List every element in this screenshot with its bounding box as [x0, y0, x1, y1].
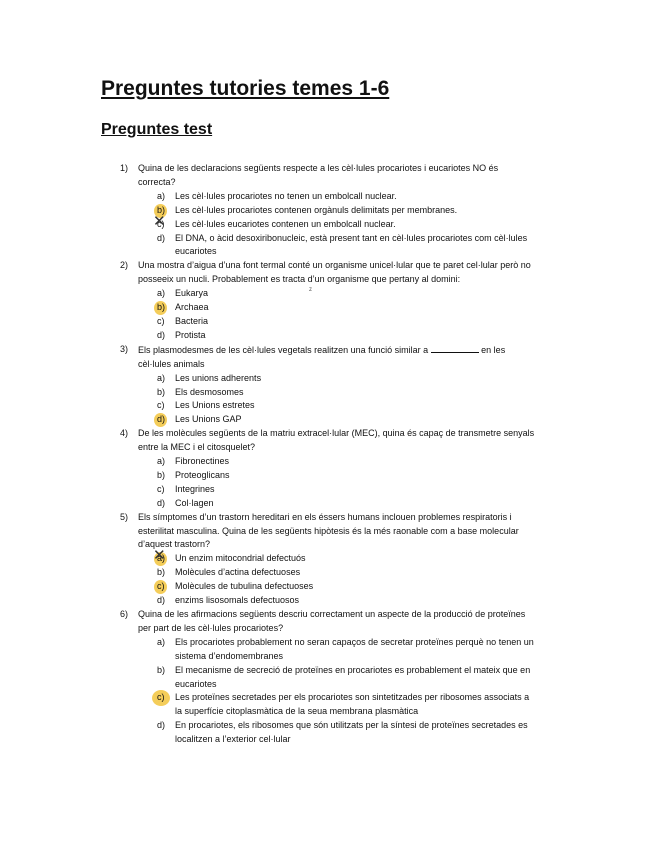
question-number: 1) — [120, 163, 129, 173]
question-1 — [0, 162, 655, 259]
answer-text: Les cèl·lules eucariotes contenen un embolcall nuclear. — [175, 218, 396, 229]
answer-text: Fibronectines — [175, 456, 230, 467]
answer-c — [0, 483, 535, 497]
question-number: 4) — [120, 428, 129, 439]
answer-letter: b) — [157, 301, 165, 315]
answer-letter: a) ✕ — [157, 552, 165, 566]
answer-letter: b) — [157, 567, 166, 578]
answer-letter: c) — [157, 580, 165, 594]
question-number: 3) — [120, 343, 129, 354]
answer-text: Eukarya — [175, 288, 209, 299]
answer-b — [0, 664, 535, 692]
answer-b-highlighted — [0, 301, 535, 315]
question-5 — [0, 511, 655, 608]
question-number: 2) — [120, 260, 129, 271]
answer-letter: b) — [157, 386, 166, 397]
question-number: 5) — [120, 511, 129, 522]
answer-a — [0, 636, 535, 664]
answer-letter: c) — [157, 315, 165, 326]
question-text-before: Els plasmodesmes de les cèl·lules vegetals realitzen una funció similar a — [138, 344, 429, 355]
answer-c-crossed-out — [0, 218, 535, 232]
answer-d — [0, 232, 535, 260]
answer-d — [0, 329, 535, 343]
answer-b — [0, 386, 535, 400]
answer-list — [138, 190, 535, 260]
answer-d — [0, 497, 535, 511]
answer-text: Molècules de tubulina defectuoses — [175, 581, 314, 592]
answer-letter: d) — [157, 329, 166, 340]
answer-list — [138, 287, 535, 343]
question-text: De les molècules següents de la matriu extracel·lular (MEC), quina és capaç de transmetre senyals entre la MEC i el citosquelet? — [138, 428, 535, 453]
answer-text: El DNA, o àcid desoxiribonucleic, està present tant en cèl·lules procariotes com cèl·lules eucariotes — [175, 232, 528, 257]
answer-text: Les cèl·lules procariotes no tenen un embolcall nuclear. — [175, 190, 397, 201]
answer-text: Les cèl·lules procariotes contenen orgànuls delimitats per membranes. — [175, 204, 458, 215]
answer-c — [0, 399, 535, 413]
answer-letter: a) — [157, 372, 166, 383]
answer-list — [138, 552, 535, 608]
answer-list — [138, 636, 535, 747]
answer-text: Les proteïnes secretades per els procariotes son sintetitzades per ribosomes associats a la superfície citoplasmàtica de la seua membrana plasmàtica — [175, 692, 530, 717]
answer-c — [0, 315, 535, 329]
answer-letter: b) — [157, 204, 165, 218]
answer-letter: a) — [157, 636, 166, 647]
question-4 — [0, 427, 655, 510]
answer-letter: d) — [157, 497, 166, 508]
answer-letter: a) — [157, 288, 166, 299]
answer-letter: d) — [157, 595, 166, 606]
question-2 — [0, 259, 655, 342]
question-text — [138, 343, 535, 372]
answer-d — [0, 719, 535, 747]
answer-b — [0, 469, 535, 483]
answer-c-highlighted — [0, 580, 535, 594]
answer-letter: c) ✕ — [157, 218, 165, 232]
answer-letter: d) — [157, 413, 165, 427]
answer-d — [0, 594, 535, 608]
answer-text: Protista — [175, 329, 206, 340]
answer-letter: d) — [157, 232, 166, 243]
answer-a — [0, 372, 535, 386]
answer-text: Les unions adherents — [175, 372, 262, 383]
answer-letter: c) — [157, 400, 165, 411]
answer-a-highlighted-crossed — [0, 552, 535, 566]
answer-letter: a) — [157, 190, 166, 201]
section-title: Preguntes test — [101, 121, 213, 138]
question-text: Una mostra d’aigua d’una font termal conté un organisme unicel·lular que te paret cel·lular però no posseeix un nucli. Probablement es tracta d’un organisme que pertany al domini: — [138, 260, 531, 285]
page-title: Preguntes tutories temes 1-6 — [101, 77, 390, 100]
question-text: Quina de les afirmacions següents descriu correctament un aspecte de la producció de proteïnes per part de les cèl·lules procariotes? — [138, 609, 526, 633]
answer-text: Archaea — [175, 302, 209, 313]
question-number: 6) — [120, 609, 129, 619]
answer-text: Les Unions GAP — [175, 414, 242, 425]
stray-mark: z — [309, 287, 312, 293]
question-3 — [0, 343, 655, 427]
answer-list — [138, 455, 535, 511]
answer-text: En procariotes, els ribosomes que són utilitzats per la síntesi de proteïnes secretades es localitzen a l’exterior cel·lular — [175, 720, 528, 745]
fill-in-blank — [431, 343, 479, 353]
answer-list — [138, 372, 535, 428]
answer-text: Col·lagen — [175, 497, 214, 508]
answer-text: Les Unions estretes — [175, 400, 255, 411]
answer-letter: b) — [157, 469, 166, 480]
answer-text: Proteoglicans — [175, 469, 230, 480]
answer-text: Bacteria — [175, 315, 209, 326]
answer-a — [0, 287, 535, 301]
question-text-after: en les cèl·lules animals — [138, 344, 506, 369]
answer-text: El mecanisme de secreció de proteïnes en procariotes es probablement el mateix que en eucariotes — [175, 664, 531, 689]
answer-letter: c) — [157, 483, 165, 494]
answer-text: Molècules d’actina defectuoses — [175, 567, 301, 578]
answer-letter: b) — [157, 664, 166, 675]
question-6 — [0, 608, 655, 747]
answer-b-highlighted — [0, 204, 535, 218]
answer-a — [0, 190, 535, 204]
answer-letter: a) — [157, 456, 166, 467]
question-list — [0, 162, 655, 747]
answer-text: Integrines — [175, 483, 215, 494]
answer-letter: c) — [157, 691, 165, 705]
question-text: Els símptomes d’un trastorn hereditari en els éssers humans inclouen problemes respiratoris i esterilitat masculina. Quina de les següents hipòtesis és la més raonable com a base molecular d’aquest trastorn? — [138, 511, 519, 550]
answer-c-highlighted — [0, 691, 535, 719]
answer-text: Un enzim mitocondrial defectuós — [175, 553, 306, 564]
answer-a — [0, 455, 535, 469]
answer-b — [0, 566, 535, 580]
answer-text: Els desmosomes — [175, 386, 244, 397]
question-text: Quina de les declaracions següents respecte a les cèl·lules procariotes i eucariotes NO és correcta? — [138, 163, 499, 187]
answer-letter: d) — [157, 720, 166, 731]
answer-d-highlighted — [0, 413, 535, 427]
answer-text: enzims lisosomals defectuosos — [175, 595, 300, 606]
answer-text: Els procariotes probablement no seran capaços de secretar proteïnes perquè no tenen un sistema d’endomembranes — [175, 636, 534, 661]
